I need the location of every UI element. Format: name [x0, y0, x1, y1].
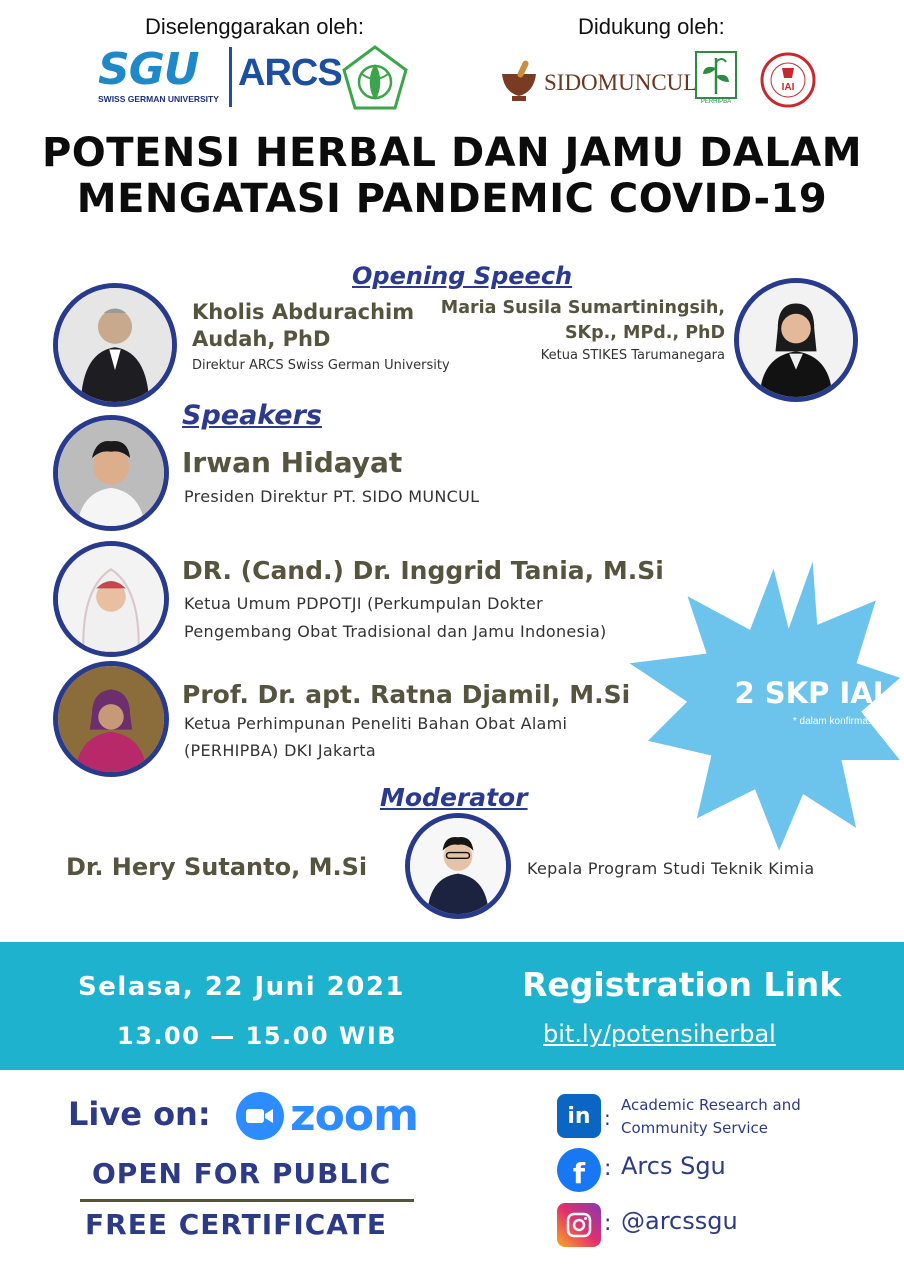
speaker2-role-line2: Pengembang Obat Tradisional dan Jamu Indonesia) [184, 622, 607, 641]
iai-label: IAI [781, 82, 795, 93]
skp-badge-note: * dalam konfirmasi [792, 716, 876, 727]
speaker3-role-line2: (PERHIPBA) DKI Jakarta [184, 741, 376, 760]
opening-speaker2-name-line1: Maria Susila Sumartiningsih, [440, 298, 725, 318]
speaker2-name: DR. (Cand.) Dr. Inggrid Tania, M.Si [182, 556, 664, 585]
footer-divider [80, 1199, 414, 1202]
opening-speech-heading: Opening Speech [352, 262, 573, 290]
zoom-wordmark: zoom [290, 1090, 418, 1141]
opening-speaker1-photo [53, 283, 177, 407]
speaker1-name: Irwan Hidayat [182, 446, 403, 479]
linkedin-icon[interactable]: in [557, 1094, 601, 1138]
open-for-public-label: OPEN FOR PUBLIC [92, 1157, 392, 1190]
moderator-photo [405, 813, 511, 919]
skp-badge-text: 2 SKP IAI [734, 676, 884, 710]
speaker2-photo [53, 541, 169, 657]
moderator-name: Dr. Hery Sutanto, M.Si [66, 853, 368, 881]
event-date: Selasa, 22 Juni 2021 [78, 972, 406, 1002]
moderator-role: Kepala Program Studi Teknik Kimia [527, 859, 815, 878]
skp-badge [614, 552, 904, 856]
iai-logo [760, 52, 816, 108]
sidomuncul-logo: SIDOMUNCUL [544, 70, 698, 95]
stikes-emblem-icon [340, 44, 410, 114]
organized-by-label: Diselenggarakan oleh: [145, 14, 364, 39]
instagram-icon[interactable] [557, 1203, 601, 1247]
opening-speaker2-role: Ketua STIKES Tarumanegara [540, 348, 725, 363]
event-time: 13.00 — 15.00 WIB [117, 1022, 398, 1050]
speakers-heading: Speakers [182, 400, 322, 431]
opening-speaker1-role: Direktur ARCS Swiss German University [192, 358, 450, 373]
supported-by-label: Didukung oleh: [578, 14, 725, 39]
event-info-band [0, 942, 904, 1070]
perhipba-logo [694, 50, 738, 108]
linkedin-line2[interactable]: Community Service [621, 1119, 769, 1137]
iai-emblem-icon [760, 52, 816, 108]
facebook-separator: : [604, 1156, 612, 1181]
moderator-heading: Moderator [380, 783, 528, 812]
registration-link[interactable]: bit.ly/potensiherbal [543, 1020, 776, 1048]
sgu-logo-text: SGU [98, 44, 199, 95]
linkedin-line1[interactable]: Academic Research and [621, 1096, 801, 1114]
sgu-logo [98, 46, 226, 110]
zoom-camera-icon [236, 1092, 284, 1140]
opening-speaker2-photo [734, 278, 858, 402]
speaker1-photo [53, 415, 169, 531]
event-title-line1: POTENSI HERBAL DAN JAMU DALAM [41, 130, 862, 176]
free-certificate-label: FREE CERTIFICATE [85, 1208, 388, 1241]
event-title-line2: MENGATASI PANDEMIC COVID-19 [76, 176, 828, 222]
arcs-logo: ARCS [238, 52, 342, 94]
facebook-icon[interactable]: f [557, 1148, 601, 1192]
sidomuncul-mortar-icon [498, 58, 540, 102]
speaker3-name: Prof. Dr. apt. Ratna Djamil, M.Si [182, 680, 631, 709]
zoom-logo [236, 1090, 418, 1141]
perhipba-label: PERHIPBA [700, 99, 732, 105]
speaker1-role: Presiden Direktur PT. SIDO MUNCUL [184, 487, 480, 506]
sgu-logo-subtitle: SWISS GERMAN UNIVERSITY [98, 94, 219, 104]
opening-speaker2-name-line2: SKp., MPd., PhD [564, 323, 725, 343]
instagram-separator: : [604, 1211, 612, 1236]
speaker3-photo [53, 661, 169, 777]
live-on-label: Live on: [68, 1095, 211, 1133]
opening-speaker1-name-line1: Kholis Abdurachim [192, 300, 415, 324]
instagram-handle[interactable]: @arcssgu [621, 1207, 738, 1235]
speaker3-role-line1: Ketua Perhimpunan Peneliti Bahan Obat Alami [184, 714, 568, 733]
speaker2-role-line1: Ketua Umum PDPOTJI (Perkumpulan Dokter [184, 594, 543, 613]
linkedin-separator: : [604, 1106, 611, 1130]
facebook-handle[interactable]: Arcs Sgu [621, 1152, 726, 1180]
logo-divider [229, 47, 232, 107]
registration-label: Registration Link [522, 965, 842, 1004]
opening-speaker1-name-line2: Audah, PhD [192, 327, 331, 351]
